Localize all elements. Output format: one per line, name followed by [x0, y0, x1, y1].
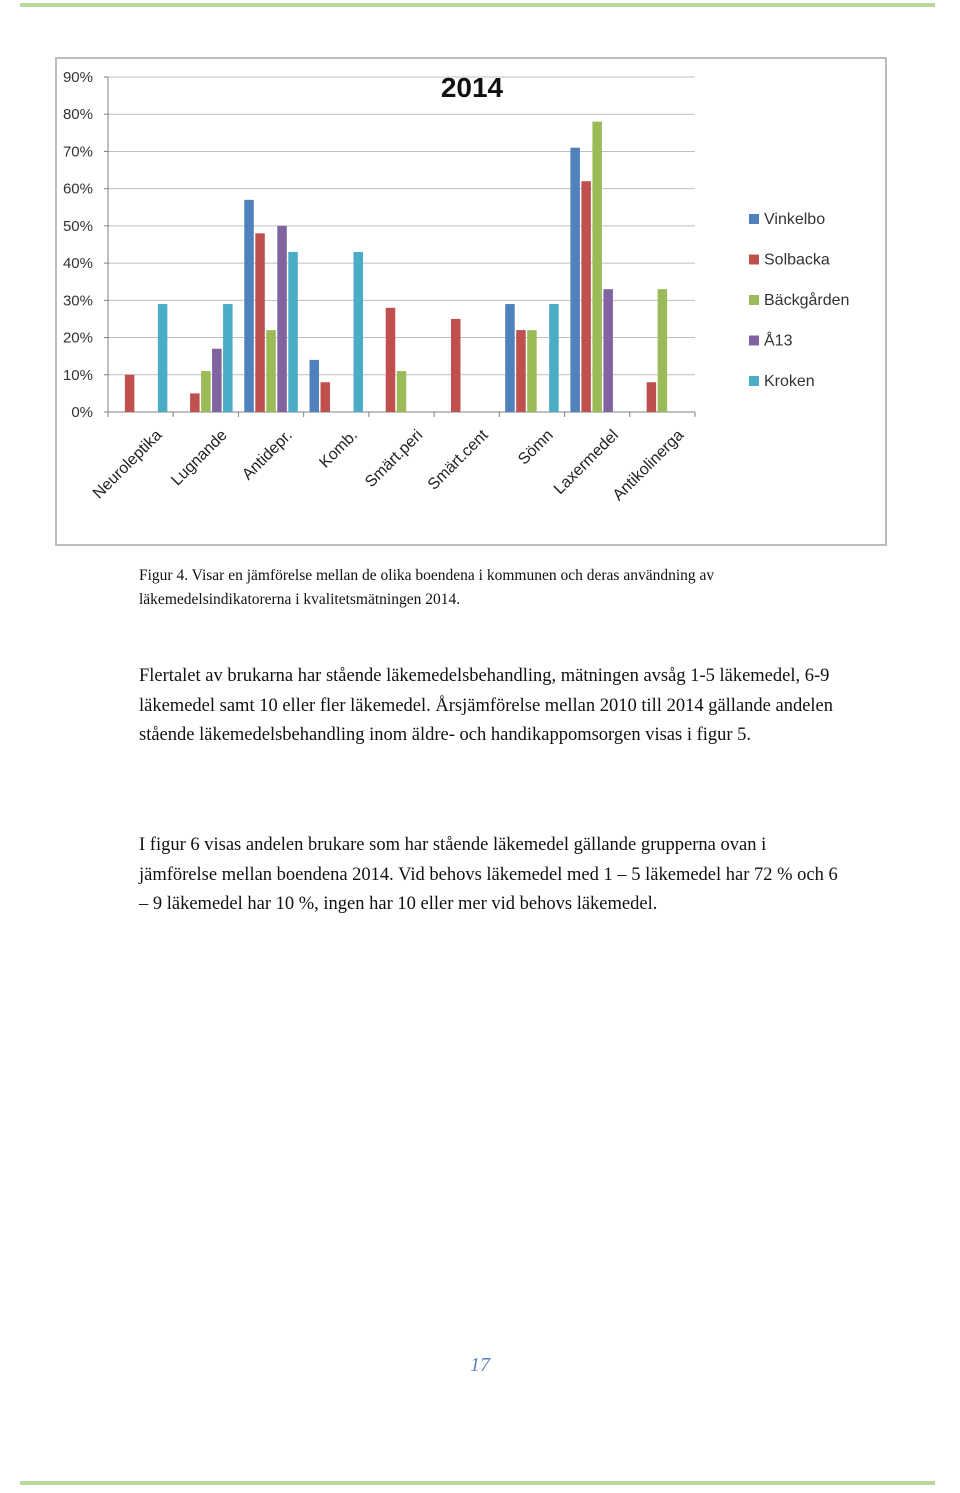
bar — [386, 308, 396, 412]
bar — [244, 200, 254, 412]
legend-swatch — [749, 376, 759, 386]
figure-caption: Figur 4. Visar en jämförelse mellan de olika boendena i kommunen och deras användning av läkemedelsindikatorerna i kvalitetsmätningen 2014. — [139, 567, 715, 608]
bar — [321, 382, 331, 412]
bar — [354, 252, 364, 412]
bar — [266, 330, 276, 412]
bar — [158, 304, 168, 412]
bar — [451, 319, 461, 412]
bar — [592, 122, 602, 412]
page-number: 17 — [470, 1354, 490, 1376]
bar-chart-svg — [57, 59, 885, 544]
bar — [647, 382, 657, 412]
body-paragraph-1: Flertalet av brukarna har stående läkemedelsbehandling, mätningen avsåg 1-5 läkemedel, 6-9 läkemedel samt 10 eller fler läkemedel. Årsjämförelse mellan 2010 till 2014 gällande andelen stående läkemedelsbehandling inom äldre- och handikappomsorgen visas i figur 5. — [139, 666, 834, 745]
y-tick-label: 60% — [62, 180, 93, 198]
bar — [212, 349, 222, 412]
legend-swatch — [749, 214, 759, 224]
bar — [505, 304, 515, 412]
bar — [310, 360, 320, 412]
legend-swatch — [749, 255, 759, 265]
bar — [549, 304, 559, 412]
x-tick-label: Laxermedel — [550, 426, 622, 498]
x-tick-label: Antikolinerga — [609, 426, 688, 505]
legend-label: Vinkelbo — [764, 211, 826, 228]
x-tick-label: Lugnande — [168, 426, 231, 490]
bar — [125, 375, 135, 412]
y-tick-label: 30% — [62, 292, 93, 310]
bar — [277, 226, 287, 412]
legend-swatch — [749, 336, 759, 346]
x-tick-label: Antidepr. — [239, 426, 296, 484]
x-tick-label: Smärt.cent — [424, 426, 492, 494]
y-tick-label: 0% — [71, 404, 93, 421]
top-border-rule — [20, 3, 935, 7]
y-tick-label: 40% — [62, 255, 93, 273]
bar — [397, 371, 407, 412]
bar — [288, 252, 298, 412]
bar — [570, 148, 580, 412]
bar-chart — [55, 57, 887, 546]
bar — [581, 181, 591, 412]
x-tick-label: Smärt.peri — [362, 426, 427, 492]
x-tick-label: Sömn — [515, 426, 557, 469]
y-tick-label: 70% — [62, 143, 93, 161]
bar — [658, 289, 668, 412]
y-tick-label: 90% — [62, 69, 93, 86]
bottom-border-rule — [20, 1481, 935, 1485]
bar — [255, 233, 264, 412]
legend-label: Solbacka — [764, 251, 830, 269]
bar — [190, 393, 200, 412]
y-tick-label: 10% — [62, 366, 93, 384]
legend-swatch — [749, 295, 759, 305]
bar — [201, 371, 211, 412]
bar — [603, 289, 613, 412]
bar — [527, 330, 537, 412]
y-tick-label: 50% — [62, 217, 93, 235]
body-paragraph-2: I figur 6 visas andelen brukare som har stående läkemedel gällande grupperna ovan i jämförelse mellan boendena 2014. Vid behovs läkemedel med 1 – 5 läkemedel har 72 % och 6 – 9 läkemedel har 10 %, ingen har 10 eller mer vid behovs läkemedel. — [139, 835, 838, 914]
y-tick-label: 20% — [62, 329, 93, 347]
x-tick-label: Neuroleptika — [89, 426, 166, 503]
bar — [223, 304, 233, 412]
y-tick-label: 80% — [62, 106, 93, 124]
legend-label: Bäckgården — [764, 292, 850, 309]
legend-label: Kroken — [764, 373, 815, 390]
x-tick-label: Komb. — [316, 426, 362, 472]
bar — [516, 330, 526, 412]
chart-title: 2014 — [440, 72, 504, 103]
legend-label: Å13 — [764, 332, 793, 350]
